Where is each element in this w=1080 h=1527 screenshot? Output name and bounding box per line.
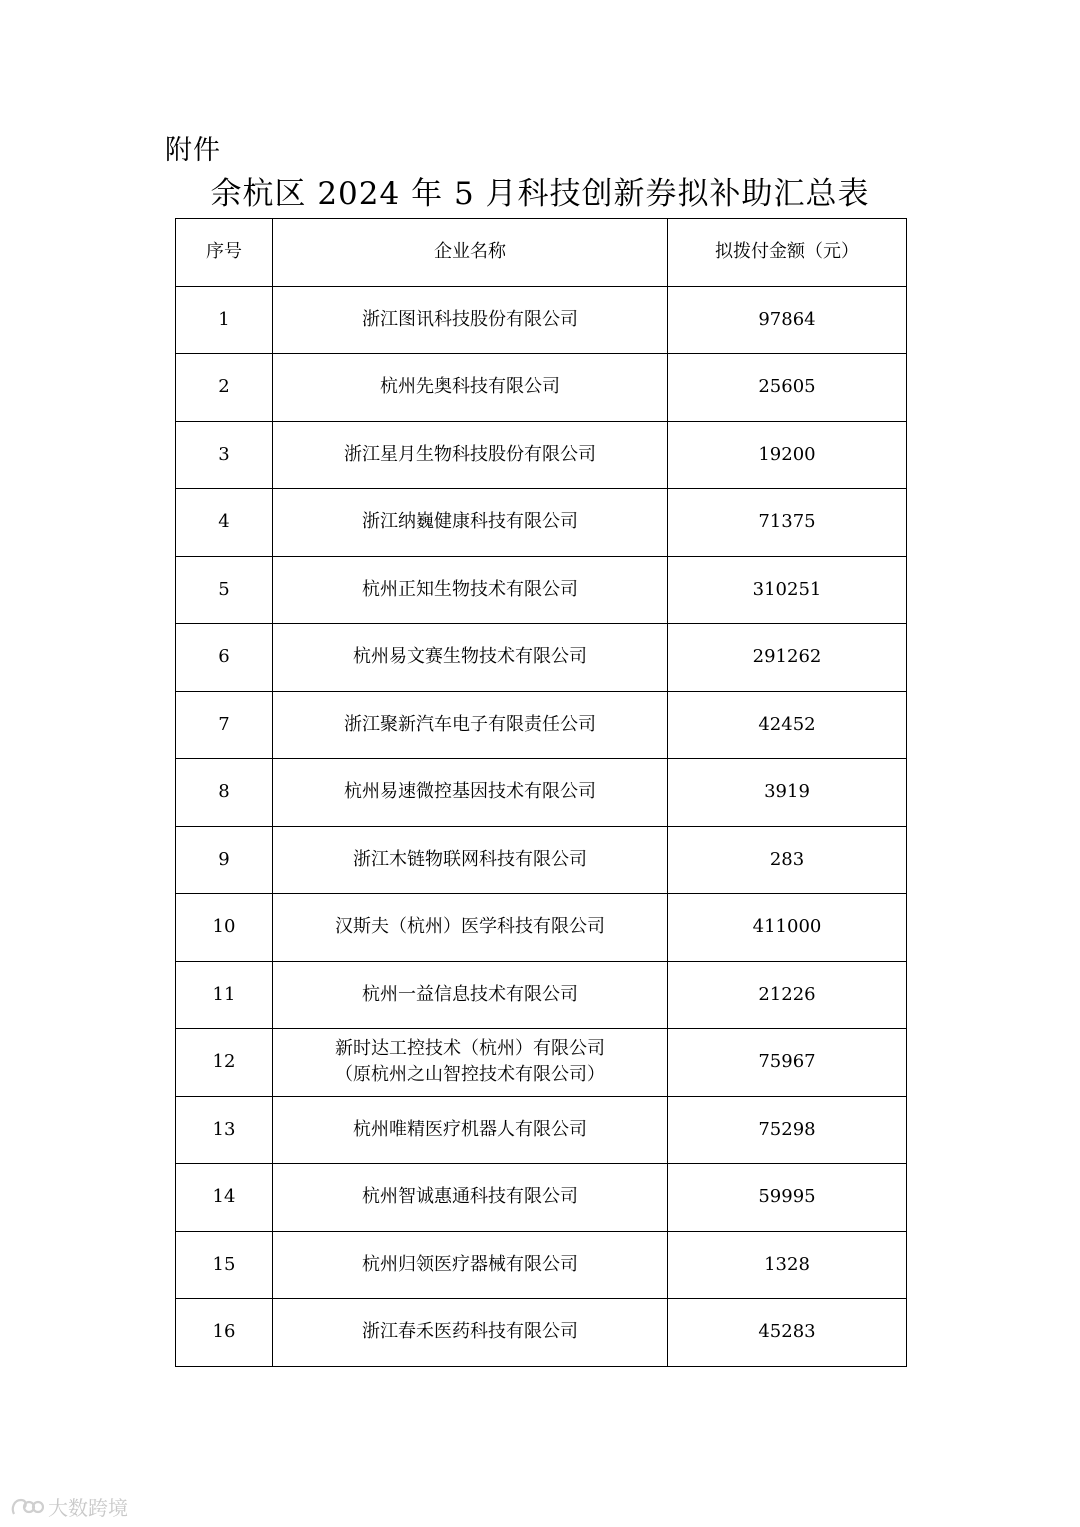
amount-cell: 71375 (668, 489, 907, 557)
serial-number-cell: 12 (176, 1029, 273, 1097)
company-name-cell: 杭州智诚惠通科技有限公司 (273, 1164, 668, 1232)
watermark (10, 1492, 128, 1521)
table-row (176, 556, 907, 624)
amount-cell: 21226 (668, 961, 907, 1029)
table-row (176, 759, 907, 827)
table-row (176, 691, 907, 759)
serial-number-cell: 13 (176, 1096, 273, 1164)
table-row (176, 286, 907, 354)
amount-cell: 25605 (668, 354, 907, 422)
header-company-name: 企业名称 (273, 219, 668, 287)
table-row (176, 961, 907, 1029)
amount-cell: 19200 (668, 421, 907, 489)
company-name-cell: 杭州一益信息技术有限公司 (273, 961, 668, 1029)
serial-number-cell: 1 (176, 286, 273, 354)
amount-cell: 45283 (668, 1299, 907, 1367)
document-title: 余杭区 2024 年 5 月科技创新券拟补助汇总表 (210, 176, 870, 212)
table-row (176, 1231, 907, 1299)
watermark-text: 大数跨境 (48, 1496, 128, 1520)
table-row (176, 1299, 907, 1367)
table-row (176, 894, 907, 962)
table-row (176, 489, 907, 557)
subsidy-table (175, 218, 907, 1367)
amount-cell: 291262 (668, 624, 907, 692)
serial-number-cell: 6 (176, 624, 273, 692)
serial-number-cell: 11 (176, 961, 273, 1029)
company-name-cell: 杭州正知生物技术有限公司 (273, 556, 668, 624)
amount-cell: 310251 (668, 556, 907, 624)
amount-cell: 75298 (668, 1096, 907, 1164)
serial-number-cell: 4 (176, 489, 273, 557)
company-name-cell (273, 1029, 668, 1097)
company-name-cell: 杭州唯精医疗机器人有限公司 (273, 1096, 668, 1164)
company-former-name: （原杭州之山智控技术有限公司） (335, 1064, 605, 1086)
amount-cell: 42452 (668, 691, 907, 759)
company-name-cell: 浙江星月生物科技股份有限公司 (273, 421, 668, 489)
serial-number-cell: 15 (176, 1231, 273, 1299)
company-name-cell: 汉斯夫（杭州）医学科技有限公司 (273, 894, 668, 962)
serial-number-cell: 14 (176, 1164, 273, 1232)
company-name-cell: 浙江春禾医药科技有限公司 (273, 1299, 668, 1367)
company-name-cell: 浙江聚新汽车电子有限责任公司 (273, 691, 668, 759)
company-name-cell: 杭州先奥科技有限公司 (273, 354, 668, 422)
table-row (176, 354, 907, 422)
amount-cell: 97864 (668, 286, 907, 354)
serial-number-cell: 8 (176, 759, 273, 827)
table-row (176, 1096, 907, 1164)
serial-number-cell: 5 (176, 556, 273, 624)
serial-number-cell: 9 (176, 826, 273, 894)
company-name-cell: 浙江纳巍健康科技有限公司 (273, 489, 668, 557)
serial-number-cell: 16 (176, 1299, 273, 1367)
company-name-cell: 杭州归领医疗器械有限公司 (273, 1231, 668, 1299)
amount-cell: 59995 (668, 1164, 907, 1232)
company-name: 新时达工控技术（杭州）有限公司 (335, 1038, 605, 1060)
company-name-cell: 浙江图讯科技股份有限公司 (273, 286, 668, 354)
table-row (176, 1029, 907, 1097)
serial-number-cell: 2 (176, 354, 273, 422)
amount-cell: 75967 (668, 1029, 907, 1097)
amount-cell: 1328 (668, 1231, 907, 1299)
amount-cell: 411000 (668, 894, 907, 962)
company-name-cell: 杭州易文赛生物技术有限公司 (273, 624, 668, 692)
header-amount: 拟拨付金额（元） (668, 219, 907, 287)
serial-number-cell: 10 (176, 894, 273, 962)
table-header-row (176, 219, 907, 287)
table-row (176, 624, 907, 692)
attachment-label: 附件 (165, 135, 221, 166)
watermark-logo-icon (10, 1496, 44, 1518)
serial-number-cell: 7 (176, 691, 273, 759)
amount-cell: 3919 (668, 759, 907, 827)
header-serial-number: 序号 (176, 219, 273, 287)
company-name-cell: 浙江木链物联网科技有限公司 (273, 826, 668, 894)
table-row (176, 1164, 907, 1232)
table-row (176, 421, 907, 489)
amount-cell: 283 (668, 826, 907, 894)
table-row (176, 826, 907, 894)
company-name-cell: 杭州易速微控基因技术有限公司 (273, 759, 668, 827)
serial-number-cell: 3 (176, 421, 273, 489)
